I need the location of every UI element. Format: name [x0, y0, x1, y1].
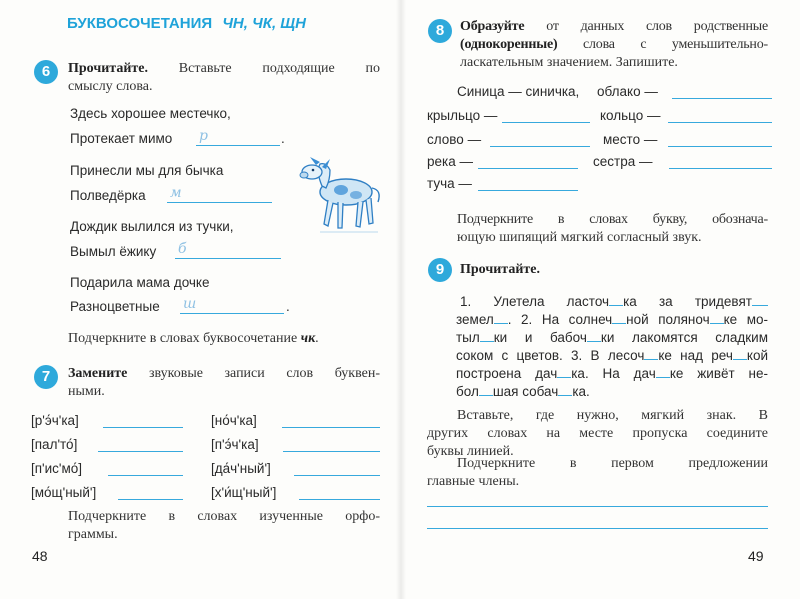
- exercise-7-heading: Замените: [68, 366, 128, 381]
- word-reka: река —: [427, 154, 473, 169]
- word-slovo: слово —: [427, 132, 482, 147]
- answer-line-2[interactable]: [167, 202, 272, 203]
- underline-combo: чк: [300, 331, 316, 346]
- t2-b: . 2. На солнеч: [507, 312, 613, 327]
- exercise-8-line2-bold: (однокоренные): [460, 37, 558, 52]
- exercise-7-badge: 7: [34, 365, 58, 389]
- gap-5[interactable]: [710, 323, 724, 324]
- exercise-7-task-line2: граммы.: [68, 527, 118, 542]
- t6-c: ка.: [572, 384, 590, 399]
- t1-d: за: [658, 294, 673, 309]
- exercise-8-line1-rest: от данных слов родственные: [546, 19, 768, 34]
- transcription-1: [р'э́ч'ка]: [31, 413, 79, 428]
- t2-c: ной поляноч: [626, 312, 710, 327]
- exercise-6-underline-task: [68, 331, 319, 347]
- hint-letter-2: м: [170, 185, 182, 201]
- t1-b: ласточ: [566, 294, 610, 309]
- transcription-answer-6[interactable]: [283, 451, 380, 452]
- exercise-9-heading: [460, 262, 540, 278]
- word-sestra: сестра —: [593, 154, 653, 169]
- exercise-8-heading: Образуйте: [460, 19, 525, 34]
- t3-b: ки и бабоч: [493, 330, 587, 345]
- answer-kolco[interactable]: [668, 122, 772, 123]
- exercise-6-heading: Прочитайте.: [68, 61, 148, 76]
- answer-line-1[interactable]: [196, 145, 280, 146]
- gap-7[interactable]: [587, 341, 601, 342]
- transcription-8: [х'и́щ'ный']: [211, 485, 277, 500]
- t5-a: построена дач: [456, 366, 558, 381]
- word-tucha: туча —: [427, 176, 472, 191]
- text-line-2: [456, 312, 768, 327]
- section-title: [67, 15, 306, 32]
- transcription-5: [но́ч'ка]: [211, 413, 257, 428]
- task1-line1: Вставьте, где нужно, мягкий знак. В: [457, 408, 768, 423]
- answer-krylco[interactable]: [502, 122, 590, 123]
- writing-line-1[interactable]: [427, 506, 768, 507]
- hint-letter-3: б: [178, 241, 187, 257]
- exercise-8-task-line1: Подчеркните в словах букву, обознача-: [457, 212, 768, 227]
- task2-line1: Подчеркните в первом предложении: [457, 456, 768, 471]
- exercise-8-task-line2: ющую шипящий мягкий согласный звук.: [457, 230, 702, 245]
- transcription-7: [да́ч'ный']: [211, 461, 271, 476]
- t6-b: шая собач: [492, 384, 559, 399]
- word-oblako: облако —: [597, 84, 658, 99]
- answer-oblako[interactable]: [672, 98, 772, 99]
- t1-e: тридевят: [694, 294, 752, 309]
- answer-slovo[interactable]: [490, 146, 590, 147]
- hint-letter-4: ш: [183, 296, 197, 312]
- text-line-6: [456, 384, 590, 399]
- poem-line-5: Дождик вылился из тучки,: [70, 219, 234, 234]
- page-number-right: 49: [748, 548, 764, 564]
- poem-line-3: Принесли мы для бычка: [70, 163, 224, 178]
- calf-illustration: [296, 150, 386, 236]
- gap-10[interactable]: [557, 377, 571, 378]
- t3-c: ки лакомятся сладким: [600, 330, 768, 345]
- gap-8[interactable]: [644, 359, 658, 360]
- gap-4[interactable]: [612, 323, 626, 324]
- t5-b: ка. На дач: [571, 366, 656, 381]
- poem-line-1: Здесь хорошее местечко,: [70, 106, 231, 121]
- text-line-4: [456, 348, 768, 363]
- exercise-8-badge: 8: [428, 19, 452, 43]
- hint-letter-1: р: [199, 128, 208, 144]
- gap-3[interactable]: [494, 323, 508, 324]
- answer-reka[interactable]: [478, 168, 578, 169]
- exercise-7-instruction-line2: ными.: [68, 384, 105, 399]
- answer-sestra[interactable]: [669, 168, 772, 169]
- task1-line3: буквы линией.: [427, 444, 514, 459]
- transcription-6: [п'э́ч'ка]: [211, 437, 259, 452]
- poem-line-8: Разноцветные: [70, 299, 160, 314]
- period-4: .: [286, 299, 290, 314]
- gap-12[interactable]: [479, 395, 493, 396]
- poem-line-2: Протекает мимо: [70, 131, 173, 146]
- poem-line-7: Подарила мама дочке: [70, 275, 210, 290]
- task2-line2: главные члены.: [427, 474, 520, 489]
- underline-task-text: Подчеркните в словах буквосочетание: [68, 331, 298, 346]
- t2-a: земел: [456, 312, 494, 327]
- gap-2[interactable]: [752, 305, 768, 306]
- gap-6[interactable]: [480, 341, 494, 342]
- transcription-answer-3[interactable]: [108, 475, 183, 476]
- gap-1[interactable]: [609, 305, 623, 306]
- transcription-answer-8[interactable]: [299, 499, 380, 500]
- answer-line-4[interactable]: [180, 313, 284, 314]
- transcription-2: [пал'то́]: [31, 437, 78, 452]
- text-line-5: [456, 366, 768, 381]
- transcription-answer-7[interactable]: [294, 475, 380, 476]
- transcription-answer-5[interactable]: [282, 427, 380, 428]
- gap-13[interactable]: [558, 395, 572, 396]
- transcription-4: [мо́щ'ный']: [31, 485, 97, 500]
- exercise-9-text: [456, 294, 769, 404]
- word-mesto: место —: [603, 132, 658, 147]
- transcription-3: [п'ис'мо́]: [31, 461, 83, 476]
- exercise-8-line2-rest: слова с уменьшительно-: [582, 37, 768, 52]
- exercise-9-badge: 9: [428, 258, 452, 282]
- exercise-8-line3: ласкательным значением. Запишите.: [460, 55, 678, 70]
- word-krylco: крыльцо —: [427, 108, 498, 123]
- answer-tucha[interactable]: [478, 190, 578, 191]
- t5-c: ке живёт не-: [669, 366, 768, 381]
- page-number-left: 48: [32, 548, 48, 564]
- t6-a: бол: [456, 384, 479, 399]
- t4-c: кой: [746, 348, 768, 363]
- answer-line-3[interactable]: [175, 258, 281, 259]
- t4-a: соком с цветов. 3. В лесоч: [456, 348, 645, 363]
- answer-mesto[interactable]: [668, 146, 772, 147]
- underline-end: .: [315, 331, 319, 346]
- section-title-combos: ЧН, ЧК, ЩН: [222, 15, 306, 32]
- task1-line2: других словах на месте пропуска соедините: [427, 426, 768, 441]
- poem-line-4: Полведёрка: [70, 188, 146, 203]
- gap-9[interactable]: [733, 359, 747, 360]
- exercise-6-instruction-rest: Вставьте подходящие по: [178, 61, 380, 76]
- period-1: .: [281, 131, 285, 146]
- transcription-answer-2[interactable]: [98, 451, 183, 452]
- t4-b: ке над реч: [658, 348, 733, 363]
- section-title-main: БУКВОСОЧЕТАНИЯ: [67, 15, 213, 32]
- gap-11[interactable]: [656, 377, 670, 378]
- transcription-answer-4[interactable]: [118, 499, 183, 500]
- exercise-7-instruction-rest: звуковые записи слов буквен-: [148, 366, 380, 381]
- exercise-9-task-2: [427, 456, 768, 496]
- example-pair: Синица — синичка,: [457, 84, 580, 99]
- t1-a: 1. Улетела: [460, 294, 545, 309]
- t3-a: тыл: [456, 330, 480, 345]
- exercise-9-heading-text: Прочитайте.: [460, 262, 540, 277]
- text-line-3: [456, 330, 768, 345]
- exercise-7-task-line1: Подчеркните в словах изученные орфо-: [68, 509, 380, 524]
- exercise-6-instruction-line2: смыслу слова.: [68, 79, 153, 94]
- exercise-6-badge: 6: [34, 60, 58, 84]
- text-line-1: [460, 294, 768, 309]
- t1-c: ка: [623, 294, 637, 309]
- t2-d: ке мо-: [723, 312, 769, 327]
- writing-line-2[interactable]: [427, 528, 768, 529]
- word-kolco: кольцо —: [600, 108, 661, 123]
- transcription-answer-1[interactable]: [103, 427, 183, 428]
- poem-line-6: Вымыл ёжику: [70, 244, 157, 259]
